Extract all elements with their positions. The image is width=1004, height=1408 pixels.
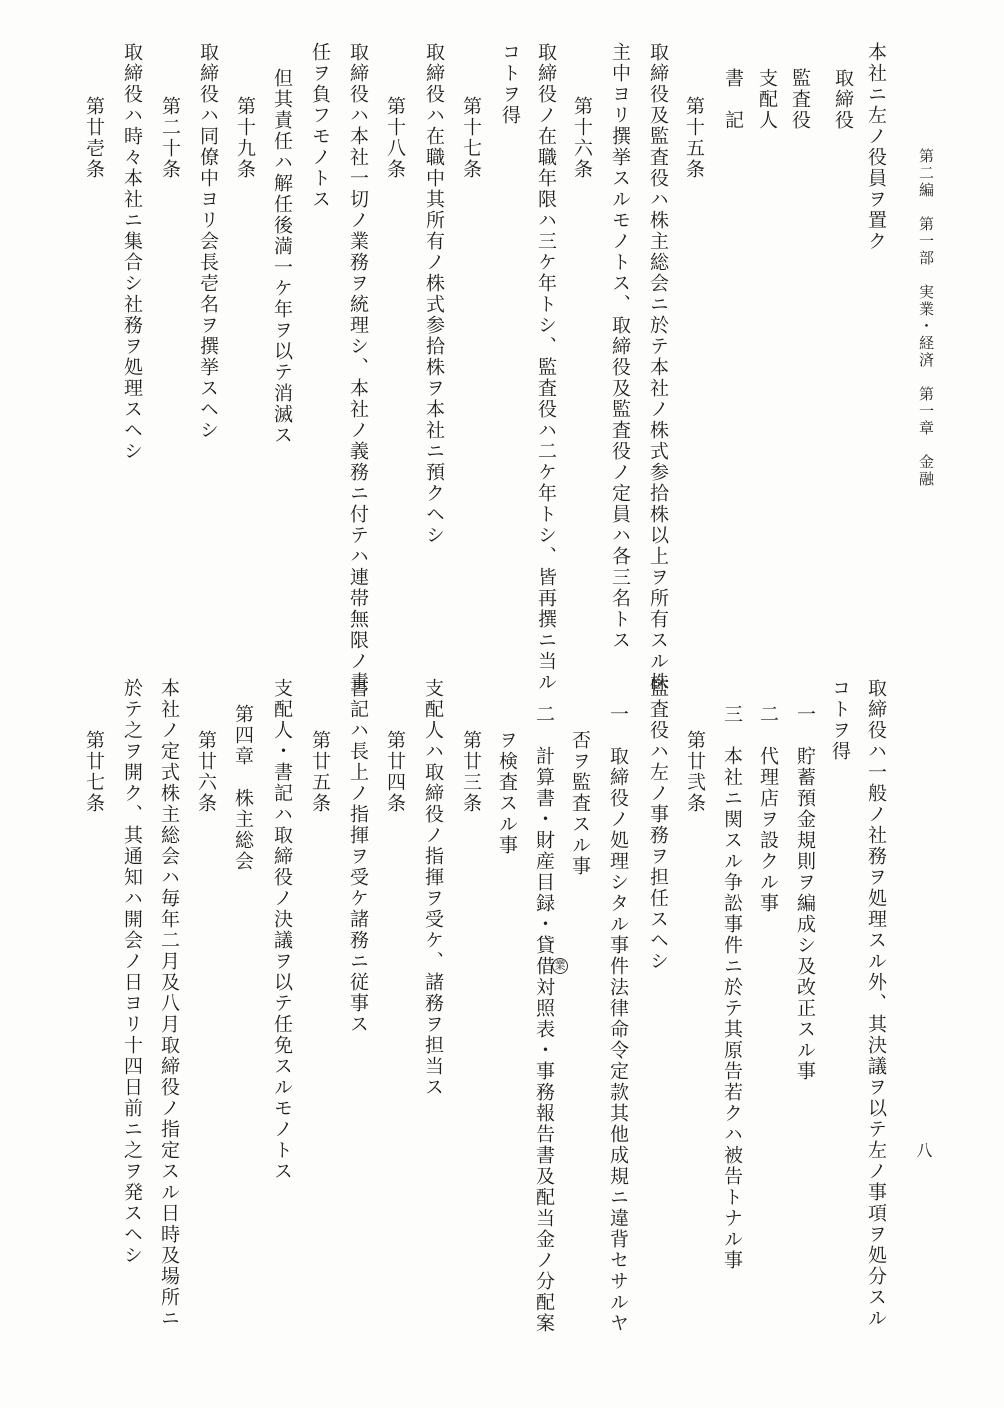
list-item: 一 貯蓄預金規則ヲ編成シ及改正スル事 xyxy=(794,704,816,1082)
article-heading: 第十五条 xyxy=(683,96,705,180)
article-text-line: 於テ之ヲ開ク、其通知ハ開会ノ日ヨリ十四日前ニ之ヲ発スヘシ xyxy=(121,678,143,1266)
article-heading: 第廿四条 xyxy=(384,730,406,814)
article-text-line: 任ヲ負フモノトス xyxy=(309,42,331,210)
running-head: 第二編 第一部 実業・経済 第一章 金融 xyxy=(917,148,935,488)
article-text-line: 取締役ハ一般ノ社務ヲ処理スル外、其決議ヲ以テ左ノ事項ヲ処分スル xyxy=(865,678,887,1329)
article-text-line: 取締役及監査役ハ株主総会ニ於テ本社ノ株式参拾株以上ヲ所有スル株 xyxy=(647,42,669,693)
article-heading: 第十六条 xyxy=(571,96,593,180)
article-text-line: 主中ヨリ撰挙スルモノトス、取締役及監査役ノ定員ハ各三名トス xyxy=(609,42,631,651)
list-item: 二 計算書・財産目録・貸借対照表・事務報告書及配当金ノ分配案 xyxy=(533,704,555,1334)
editorial-annotation: 業 xyxy=(552,958,568,974)
list-item: ヲ検査スル事 xyxy=(496,730,518,856)
article-text-line: 取締役ハ同僚中ヨリ会長壱名ヲ撰挙スヘシ xyxy=(197,42,219,441)
officer-item: 書 記 xyxy=(722,68,744,131)
article-text-line: 監査役ハ左ノ事務ヲ担任スヘシ xyxy=(647,678,669,972)
article-text-line: 書記ハ長上ノ指揮ヲ受ケ諸務ニ従事ス xyxy=(347,678,369,1035)
list-item: 三 本社ニ関スル争訟事件ニ於テ其原告若クハ被告トナル事 xyxy=(721,704,743,1271)
officer-item: 監査役 xyxy=(789,68,811,131)
article-heading: 第廿五条 xyxy=(309,730,331,814)
proviso-line: 但其責任ハ解任後満一ケ年ヲ以テ消滅ス xyxy=(271,68,293,446)
article-text-line: 取締役ノ在職年限ハ三ケ年トシ、監査役ハ二ケ年トシ、皆再撰ニ当ル xyxy=(535,42,557,693)
officer-item: 取締役 xyxy=(832,68,854,131)
article-text-line: 本社ノ定式株主総会ハ毎年二月及八月取締役ノ指定スル日時及場所ニ xyxy=(158,678,180,1329)
list-item: 一 取締役ノ処理シタル事件法律命令定款其他成規ニ違背セサルヤ xyxy=(607,704,629,1334)
article-heading: 第廿壱条 xyxy=(83,96,105,180)
article-heading: 第廿三条 xyxy=(460,730,482,814)
list-item: 否ヲ監査スル事 xyxy=(569,730,591,877)
page-number: 八 xyxy=(914,1142,933,1158)
article-text-line: コトヲ得 xyxy=(829,678,851,762)
article-heading: 第十九条 xyxy=(234,96,256,180)
article-text-line: 支配人・書記ハ取締役ノ決議ヲ以テ任免スルモノトス xyxy=(271,678,293,1182)
article-text-line: 取締役ハ時々本社ニ集合シ社務ヲ処理スヘシ xyxy=(121,42,143,462)
article-heading: 第廿七条 xyxy=(83,730,105,814)
chapter-heading: 第四章 株主総会 xyxy=(232,704,254,872)
article-heading: 第十七条 xyxy=(460,96,482,180)
article-heading: 第二十条 xyxy=(159,96,181,180)
article-heading: 第廿六条 xyxy=(195,730,217,814)
article-text-line: 取締役ハ在職中其所有ノ株式参拾株ヲ本社ニ預クヘシ xyxy=(423,42,445,546)
list-item: 二 代理店ヲ設クル事 xyxy=(757,704,779,914)
article-text-line: 本社ニ左ノ役員ヲ置ク xyxy=(865,42,887,252)
article-heading: 第廿弐条 xyxy=(684,730,706,814)
article-text-line: コトヲ得 xyxy=(499,42,521,126)
officer-item: 支配人 xyxy=(756,68,778,131)
article-text-line: 支配人ハ取締役ノ指揮ヲ受ケ、諸務ヲ担当ス xyxy=(422,678,444,1098)
article-heading: 第十八条 xyxy=(384,96,406,180)
article-text-line: 取締役ハ本社一切ノ業務ヲ統理シ、本社ノ義務ニ付テハ連帯無限ノ責 xyxy=(347,42,369,693)
